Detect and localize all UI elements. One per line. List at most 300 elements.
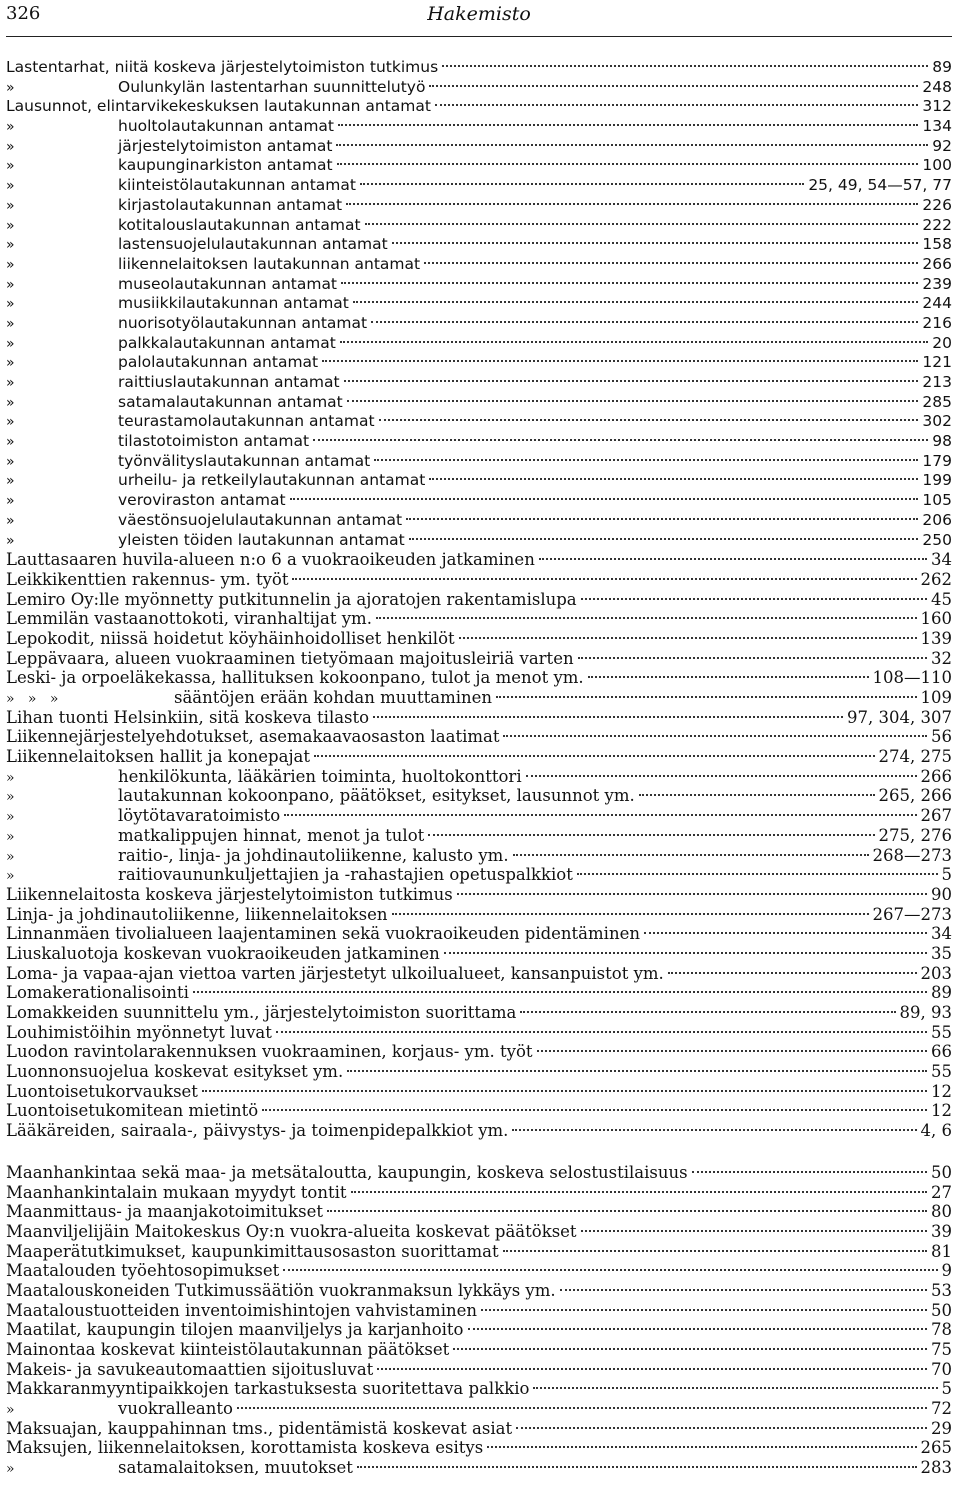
ditto-mark: » [6,158,15,175]
page-reference: 265, 266 [878,786,952,806]
ditto-mark: » [6,769,15,786]
ditto-mark: » [6,789,15,806]
page-reference: 226 [922,195,952,214]
leader-dots [347,400,919,402]
page-reference: 5 [941,865,952,885]
leader-dots [346,203,918,205]
index-term: Liuskaluotoja koskevan vuokraoikeuden jatkaminen [6,943,440,963]
leader-dots [424,262,918,264]
page-reference: 203 [920,963,952,983]
ditto-mark: » [6,434,15,451]
page-reference: 66 [931,1042,952,1062]
leader-dots [428,834,874,836]
page-reference: 90 [931,884,952,904]
leader-dots [577,873,938,875]
index-term: Luonnonsuojelua koskevat esitykset ym. [6,1062,344,1082]
page-reference: 199 [922,471,952,490]
index-entry [6,865,952,885]
leader-dots [668,972,917,974]
index-term: raitiovaununkuljettajien ja -rahastajien opetuspalkkiot [118,865,573,885]
index-term: musiikkilautakunnan antamat [118,294,349,313]
page-reference: 56 [931,727,952,747]
leader-dots [392,913,869,915]
index-entry [6,1183,952,1203]
index-term: Liikennelaitoksen hallit ja konepajat [6,747,311,767]
index-term: kotitalouslautakunnan antamat [118,215,361,234]
ditto-mark: » [6,296,15,313]
page-reference: 89 [931,983,952,1003]
index-entry [6,78,952,98]
index-entry [6,1340,952,1360]
page-reference: 216 [922,313,952,332]
leader-dots [313,439,928,441]
index-entry [6,1438,952,1458]
index-term: Maanviljelijäin Maitokeskus Oy:n vuokra-alueita koskevat päätökset [6,1221,577,1241]
leader-dots [429,85,918,87]
index-term: väestönsuojelulautakunnan antamat [118,510,403,529]
index-entry [6,786,952,806]
ditto-mark: » [6,315,15,332]
index-entry [6,590,952,610]
page-reference: 92 [932,136,952,155]
index-term: satamalaitoksen, muutokset [118,1458,353,1478]
index-entry [6,727,952,747]
leader-dots [202,1090,927,1092]
ditto-mark: » [6,276,15,293]
page-reference: 9 [941,1261,952,1281]
index-term: Linnanmäen tivolialueen laajentaminen sekä vuokraoikeuden pidentäminen [6,924,640,944]
index-entry [6,235,952,255]
index-term: Luontoisetukomitean mietintö [6,1101,259,1121]
index-entry [6,1320,952,1340]
ditto-mark: » [6,848,15,865]
index-entry [6,1242,952,1262]
page-reference: 29 [931,1418,952,1438]
leader-dots [351,1191,927,1193]
ditto-mark: » [6,493,15,510]
index-entry [6,216,952,236]
leader-dots [429,478,918,480]
index-entry [6,1360,952,1380]
page-reference: 39 [931,1221,952,1241]
leader-dots [237,1407,927,1409]
page-reference: 27 [931,1182,952,1202]
index-term: Leppävaara, alueen vuokraaminen tietyömaan majoitusleiriä varten [6,648,574,668]
index-entry [6,905,952,925]
ditto-mark: » [6,512,15,529]
leader-dots [516,1427,927,1429]
index-term: Liikennelaitosta koskeva järjestelytoimiston tutkimus [6,884,453,904]
leader-dots [327,1210,927,1212]
index-term: urheilu- ja retkeilylautakunnan antamat [118,471,426,490]
page-header [6,0,952,30]
page-reference: 179 [922,451,952,470]
index-entry [6,649,952,669]
index-term: yleisten töiden lautakunnan antamat [118,530,405,549]
ditto-mark: » [6,335,15,352]
index-entry [6,1121,952,1141]
index-entry [6,1023,952,1043]
leader-dots [435,104,918,106]
ditto-mark: » [6,1402,15,1419]
ditto-mark: » [6,828,15,845]
leader-dots [537,1050,927,1052]
page-reference: 20 [932,333,952,352]
ditto-mark: » [6,453,15,470]
index-term: matkalippujen hinnat, menot ja tulot [118,825,425,845]
index-entry [6,688,952,708]
index-term: Maatalouden työehtosopimukset [6,1261,280,1281]
index-term: raittiuslautakunnan antamat [118,373,340,391]
index-entry [6,846,952,866]
index-term: Maataloustuotteiden inventoimishintojen vahvistaminen [6,1300,477,1320]
leader-dots [337,163,919,165]
leader-dots [409,538,919,540]
page-reference: 302 [922,412,952,431]
page-reference: 267 [920,806,952,826]
leader-dots [314,755,874,757]
leader-dots [336,144,928,146]
leader-dots [560,1289,927,1291]
index-term: Lastentarhat, niitä koskeva järjestelytoimiston tutkimus [6,58,439,76]
index-entry [6,1301,952,1321]
page-reference: 248 [922,77,952,96]
leader-dots [276,1031,927,1033]
leader-dots [539,558,927,560]
index-entry [6,294,952,314]
leader-dots [365,223,919,225]
page-reference: 108—110 [872,668,952,688]
page-reference: 100 [922,156,952,175]
index-entry [6,1419,952,1439]
page-reference: 266 [922,254,952,273]
leader-dots [262,1109,927,1111]
ditto-mark: » [6,355,15,372]
index-entry [6,885,952,905]
index-entry [6,176,952,196]
ditto-mark: » [6,119,15,136]
leader-dots [444,952,927,954]
ditto-mark: » [6,197,15,214]
index-term: Lemmilän vastaanottokoti, viranhaltijat ym. [6,609,372,629]
index-term: Makkaranmyyntipaikkojen tarkastuksesta suoritettava palkkio [6,1379,530,1399]
leader-dots [468,1328,928,1330]
index-term: vuokralleanto [118,1399,233,1419]
leader-dots [520,1011,895,1013]
page-reference: 244 [922,294,952,313]
ditto-mark: » [6,868,15,885]
page-reference: 5 [941,1379,952,1399]
index-entry [6,491,952,511]
leader-dots [481,1309,927,1311]
page-reference: 105 [922,491,952,510]
index-term: Maaperätutkimukset, kaupunkimittausosaston suorittamat [6,1241,499,1261]
index-term: lastensuojelulautakunnan antamat [118,235,388,254]
ditto-mark: » [6,809,15,826]
index-term: Lääkäreiden, sairaala-, päivystys- ja toimenpidepalkkiot ym. [6,1121,509,1141]
index-term: Maanhankintaa sekä maa- ja metsätaloutta, kaupungin, koskeva selostustilaisuus [6,1162,688,1182]
page-reference: 55 [931,1062,952,1082]
index-entry [6,97,952,117]
page-reference: 206 [922,510,952,529]
index-entry [6,964,952,984]
page-reference: 25, 49, 54—57, 77 [808,176,952,195]
index-term: lautakunnan kokoonpano, päätökset, esitykset, lausunnot ym. [118,786,635,806]
index-term: kirjastolautakunnan antamat [118,195,343,214]
leader-dots [353,301,919,303]
page-reference: 75 [931,1340,952,1359]
leader-dots [406,518,918,520]
index-entry [6,1082,952,1102]
index-entry [6,1458,952,1478]
page-reference: 267—273 [872,904,952,924]
header-rule [6,36,952,37]
leader-dots [581,1230,927,1232]
page-reference: 213 [922,373,952,391]
index-entry [6,1261,952,1281]
index-term: nuorisotyölautakunnan antamat [118,313,368,332]
index-term: Makeis- ja savukeautomaattien sijoitusluvat [6,1359,374,1379]
index-term: Lomakkeiden suunnittelu ym., järjestelytoimiston suorittama [6,1003,517,1022]
page-reference: 12 [931,1081,952,1101]
page-number: 326 [6,3,41,24]
index-term: raitio-, linja- ja johdinautoliikenne, kalusto ym. [118,845,509,865]
index-term: veroviraston antamat [118,491,286,510]
index-entry [6,156,952,176]
leader-dots [581,598,927,600]
page-reference: 312 [922,97,952,116]
index-term: Leikkikenttien rakennus- ym. työt [6,569,289,589]
page-reference: 50 [931,1162,952,1182]
index-entry [6,668,952,688]
leader-dots [588,676,869,678]
leader-dots [442,65,928,67]
page-reference: 4, 6 [920,1121,952,1141]
page-reference: 80 [931,1202,952,1222]
index-entry [6,609,952,629]
leader-dots [392,242,919,244]
leader-dots [377,1368,927,1370]
leader-dots [340,341,928,343]
leader-dots [290,498,919,500]
index-entry [6,1163,952,1183]
index-entry [6,255,952,275]
index-term: palkkalautakunnan antamat [118,333,336,352]
leader-dots [639,794,875,796]
page-reference: 160 [920,609,952,629]
page-reference: 70 [931,1359,952,1379]
index-entry [6,747,952,767]
page-reference: 265 [920,1438,952,1458]
index-entry [6,1003,952,1023]
ditto-mark: » [6,414,15,431]
page-reference: 34 [931,550,952,570]
page-reference: 239 [922,274,952,293]
page-reference: 285 [922,392,952,411]
index-term: kaupunginarkiston antamat [118,156,333,175]
leader-dots [373,716,843,718]
index-entry [6,531,952,551]
page-reference: 139 [920,628,952,648]
ditto-mark: » [6,79,15,96]
index-term: Mainontaa koskevat kiinteistölautakunnan päätökset [6,1340,450,1359]
index-term: liikennelaitoksen lautakunnan antamat [118,254,421,273]
page-reference: 97, 304, 307 [847,707,952,727]
index-entry [6,983,952,1003]
index-term: Maatalouskoneiden Tutkimussäätiön vuokranmaksun lykkäys ym. [6,1280,556,1300]
ditto-mark: » » » [6,691,59,707]
index-entry [6,412,952,432]
ditto-mark: » [6,1461,15,1478]
leader-dots [347,1070,927,1072]
leader-dots [376,617,917,619]
index-entry [6,708,952,728]
index-entry [6,58,952,78]
index-entry [6,550,952,570]
page-reference: 266 [920,766,952,786]
index-entry [6,1281,952,1301]
index-entry [6,117,952,137]
index-term: Luontoisetukorvaukset [6,1081,198,1101]
index-term: työnvälityslautakunnan antamat [118,451,371,470]
index-term: Maatilat, kaupungin tilojen maanviljelys ja karjanhoito [6,1320,464,1340]
index-term: Maanmittaus- ja maanjakotoimitukset [6,1202,324,1222]
index-term: järjestelytoimiston antamat [118,136,333,155]
index-term: Lihan tuonti Helsinkiin, sitä koskeva tilasto [6,707,370,727]
page-reference: 274, 275 [878,747,952,767]
index-entry [6,471,952,491]
leader-dots [322,360,918,362]
leader-dots [344,380,919,382]
index-entry [6,1399,952,1419]
index-entry [6,373,952,393]
index-term: teurastamolautakunnan antamat [118,412,375,431]
index-entry [6,1101,952,1121]
index-term: Loma- ja vapaa-ajan viettoa varten järjestetyt ulkoilualueet, kansanpuistot ym. [6,963,664,983]
page-reference: 55 [931,1022,952,1042]
leader-dots [644,932,927,934]
index-term: Lepokodit, niissä hoidetut köyhäinhoidolliset henkilöt [6,628,455,648]
index-list [6,58,952,1478]
leader-dots [513,854,869,856]
index-term: Leski- ja orpoeläkekassa, hallituksen kokoonpano, tulot ja menot ym. [6,668,584,688]
index-entry [6,196,952,216]
index-term: henkilökunta, lääkärien toiminta, huoltokonttori [118,766,522,786]
index-entry [6,767,952,787]
index-term: Maksujen, liikennelaitoksen, korottamista koskeva esitys [6,1438,484,1458]
leader-dots [496,696,916,698]
index-term: Lausunnot, elintarvikekeskuksen lautakunnan antamat [6,97,431,116]
ditto-mark: » [6,375,15,391]
leader-dots [453,1348,927,1350]
index-entry [6,1062,952,1082]
ditto-mark: » [6,394,15,411]
leader-dots [512,1129,916,1131]
index-entry [6,452,952,472]
ditto-mark: » [6,217,15,234]
section-gap [6,1141,952,1163]
page-reference: 78 [931,1320,952,1340]
index-entry [6,1379,952,1399]
leader-dots [283,1269,937,1271]
index-entry [6,1202,952,1222]
leader-dots [578,657,927,659]
index-entry [6,334,952,354]
index-entry [6,629,952,649]
index-term: sääntöjen erään kohdan muuttaminen [174,688,493,707]
page-reference: 35 [931,943,952,963]
leader-dots [503,1250,927,1252]
ditto-mark: » [6,178,15,195]
index-term: huoltolautakunnan antamat [118,117,334,136]
index-entry [6,826,952,846]
page-reference: 34 [931,924,952,944]
index-entry [6,432,952,452]
leader-dots [292,578,916,580]
page-reference: 158 [922,235,952,254]
ditto-mark: » [6,473,15,490]
index-term: Luodon ravintolarakennuksen vuokraaminen, korjaus- ym. työt [6,1042,533,1062]
index-term: palolautakunnan antamat [118,353,319,372]
ditto-mark: » [6,532,15,549]
index-term: Maanhankintalain mukaan myydyt tontit [6,1182,347,1202]
index-entry [6,393,952,413]
page-reference: 134 [922,117,952,136]
page-reference: 32 [931,648,952,668]
index-entry [6,944,952,964]
page-title: Hakemisto [427,3,531,25]
leader-dots [487,1446,916,1448]
index-term: löytötavaratoimisto [118,806,281,826]
ditto-mark: » [6,256,15,273]
index-term: kiinteistölautakunnan antamat [118,176,356,195]
page-reference: 275, 276 [878,825,952,845]
leader-dots [533,1387,937,1389]
index-term: satamalautakunnan antamat [118,392,343,411]
page-reference: 121 [922,353,952,372]
index-entry [6,570,952,590]
index-term: Linja- ja johdinautoliikenne, liikennelaitoksen [6,904,388,924]
index-entry [6,275,952,295]
leader-dots [457,893,927,895]
leader-dots [526,775,917,777]
index-entry [6,806,952,826]
page-reference: 12 [931,1101,952,1121]
index-term: Oulunkylän lastentarhan suunnittelutyö [118,77,426,96]
page-reference: 72 [931,1399,952,1419]
leader-dots [379,419,919,421]
page-reference: 268—273 [872,845,952,865]
index-entry [6,137,952,157]
page-reference: 53 [931,1280,952,1300]
leader-dots [193,991,927,993]
leader-dots [503,735,927,737]
index-term: tilastotoimiston antamat [118,432,310,451]
index-term: museolautakunnan antamat [118,274,338,293]
index-term: Maksuajan, kauppahinnan tms., pidentämistä koskevat asiat [6,1418,513,1438]
leader-dots [374,459,918,461]
page-reference: 262 [920,569,952,589]
leader-dots [692,1171,927,1173]
page-reference: 109 [920,688,952,707]
index-entry [6,1042,952,1062]
page-reference: 89, 93 [899,1003,952,1022]
index-entry [6,924,952,944]
leader-dots [459,637,917,639]
index-entry [6,511,952,531]
index-term: Liikennejärjestelyehdotukset, asemakaavaosaston laatimat [6,727,500,747]
ditto-mark: » [6,237,15,254]
